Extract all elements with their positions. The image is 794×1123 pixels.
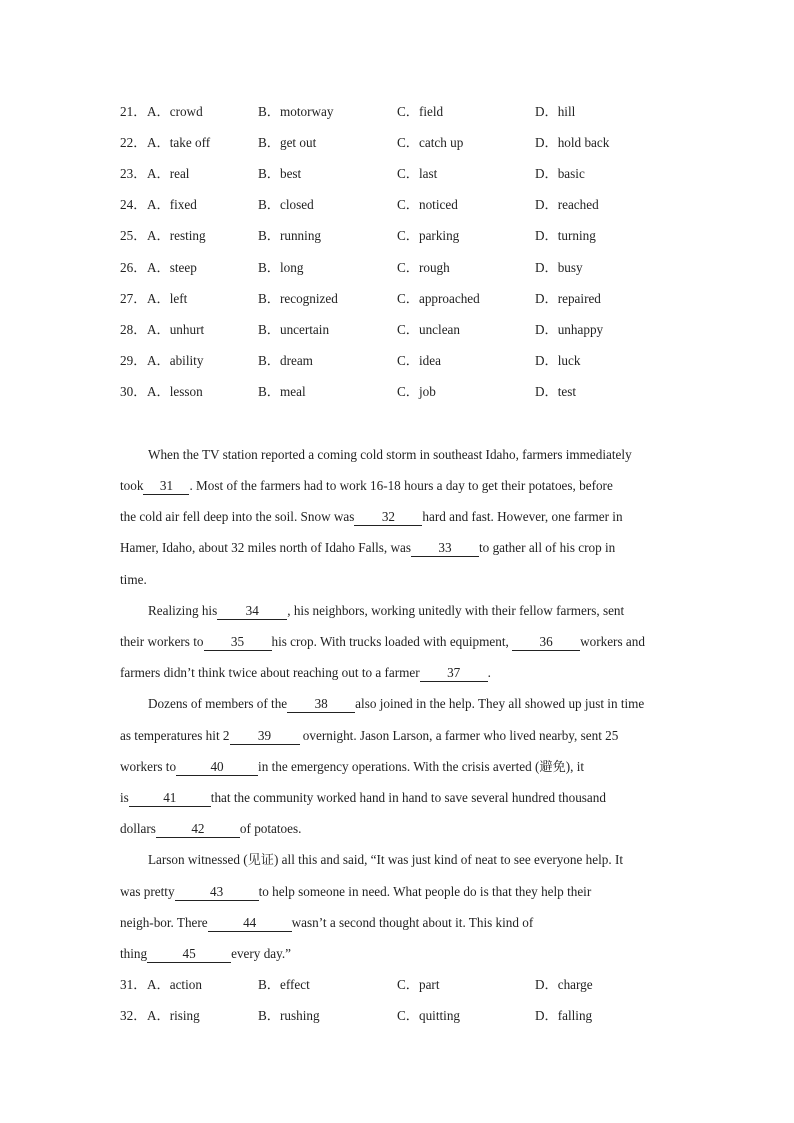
question-number: 32． [120,1008,147,1023]
passage-text: farmers didn’t think twice about reaching out to a farmer [120,665,420,680]
passage-line [120,507,623,527]
passage-line [120,663,491,683]
passage-line [120,882,591,902]
passage-text: overnight. Jason Larson, a farmer who lived nearby, sent 25 [299,728,619,743]
question-number: 26． [120,260,147,275]
option-c: C．part [397,977,440,992]
option-d: D．basic [535,166,585,181]
option-a: A．action [147,977,202,992]
option-c: C．idea [397,353,441,368]
option-c: C．rough [397,260,450,275]
blank-31: 31 [143,478,189,495]
option-d: D．reached [535,197,599,212]
blank-41: 41 [129,790,211,807]
question-number: 25． [120,228,147,243]
passage-text: is [120,790,129,805]
passage-line [120,757,584,777]
question-number: 29． [120,353,147,368]
option-c: C．noticed [397,197,458,212]
option-b: B．uncertain [258,322,330,337]
option-c: C．parking [397,228,460,243]
option-a: A．resting [147,228,206,243]
passage-text: Realizing his [148,603,218,618]
question-row [120,195,720,215]
passage-text: as temperatures hit 2 [120,728,230,743]
passage-text: time. [120,572,147,587]
option-c: C．quitting [397,1008,461,1023]
option-d: D．unhappy [535,322,604,337]
option-c: C．unclean [397,322,460,337]
option-d: D．test [535,384,577,399]
passage-text: Dozens of members of the [148,696,288,711]
option-a: A．fixed [147,197,197,212]
option-d: D．falling [535,1008,593,1023]
passage-line [120,913,533,933]
option-a: A．crowd [147,104,203,119]
passage-text: wasn’t a second thought about it. This kind of [291,915,534,930]
blank-36: 36 [512,634,580,651]
passage-line [120,538,615,558]
question-row [120,382,720,402]
passage-line [120,632,645,652]
blank-37: 37 [420,665,488,682]
passage-line [120,944,291,964]
question-row [120,133,720,153]
question-row [120,289,720,309]
option-b: B．rushing [258,1008,320,1023]
option-b: B．running [258,228,322,243]
passage-line [120,726,618,746]
option-c: C．job [397,384,436,399]
option-d: D．charge [535,977,593,992]
option-a: A．take off [147,135,211,150]
passage-text: neigh-bor. There [120,915,208,930]
passage-text: Hamer, Idaho, about 32 miles north of Idaho Falls, was [120,540,412,555]
option-a: A．ability [147,353,204,368]
blank-32: 32 [354,509,422,526]
blank-45: 45 [147,946,231,963]
option-b: B．long [258,260,304,275]
passage-line [148,445,632,465]
option-d: D．hold back [535,135,610,150]
question-row [120,164,720,184]
question-row [120,1006,720,1026]
passage-text: to help someone in need. What people do is that they help their [258,884,592,899]
passage-text: hard and fast. However, one farmer in [422,509,623,524]
passage-text: thing [120,946,148,961]
option-b: B．meal [258,384,306,399]
question-number: 28． [120,322,147,337]
option-b: B．best [258,166,302,181]
option-d: D．hill [535,104,576,119]
passage-text: was pretty [120,884,175,899]
passage-text: his crop. With trucks loaded with equipment, [271,634,509,649]
passage-text: . Most of the farmers had to work 16-18 hours a day to get their potatoes, before [189,478,613,493]
question-row [120,102,720,122]
option-a: A．real [147,166,190,181]
option-b: B．closed [258,197,314,212]
option-a: A．rising [147,1008,200,1023]
question-number: 24． [120,197,147,212]
question-number: 30． [120,384,147,399]
question-number: 23． [120,166,147,181]
option-c: C．last [397,166,438,181]
passage-text: the cold air fell deep into the soil. Snow was [120,509,355,524]
passage-text: took [120,478,144,493]
question-number: 27． [120,291,147,306]
question-number: 22． [120,135,147,150]
option-b: B．motorway [258,104,334,119]
option-a: A．lesson [147,384,203,399]
passage-line [148,601,624,621]
passage-text: . [487,665,491,680]
passage-text: of potatoes. [239,821,302,836]
option-d: D．busy [535,260,583,275]
passage-line [120,476,613,496]
option-c: C．field [397,104,444,119]
passage-text: that the community worked hand in hand to save several hundred thousand [210,790,606,805]
blank-34: 34 [217,603,287,620]
passage-text: dollars [120,821,156,836]
passage-line [148,850,623,870]
passage-text: every day.” [231,946,292,961]
passage-text: their workers to [120,634,204,649]
passage-text: in the emergency operations. With the crisis averted (避免), it [258,759,585,774]
question-number: 31． [120,977,147,992]
option-b: B．dream [258,353,313,368]
option-a: A．unhurt [147,322,205,337]
blank-38: 38 [287,696,355,713]
option-b: B．recognized [258,291,338,306]
option-d: D．repaired [535,291,601,306]
passage-line [120,819,301,839]
passage-text: Larson witnessed (见证) all this and said, “It was just kind of neat to see everyone help. It [148,852,623,867]
passage-text: workers to [120,759,177,774]
option-d: D．turning [535,228,596,243]
option-b: B．get out [258,135,317,150]
option-a: A．left [147,291,188,306]
option-d: D．luck [535,353,581,368]
option-c: C．catch up [397,135,464,150]
option-b: B．effect [258,977,310,992]
passage-line [148,694,644,714]
passage-line [120,570,147,590]
question-row [120,258,720,278]
question-row [120,351,720,371]
passage-text: workers and [580,634,645,649]
blank-39: 39 [230,728,300,745]
passage-text: , his neighbors, working unitedly with their fellow farmers, sent [287,603,625,618]
passage-line [120,788,606,808]
passage-text: also joined in the help. They all showed up just in time [355,696,645,711]
blank-43: 43 [175,884,259,901]
question-row [120,320,720,340]
passage-text: to gather all of his crop in [479,540,616,555]
option-a: A．steep [147,260,197,275]
blank-33: 33 [411,540,479,557]
passage-text: When the TV station reported a coming cold storm in southeast Idaho, farmers immediately [148,447,632,462]
blank-44: 44 [208,915,292,932]
question-number: 21． [120,104,147,119]
option-c: C．approached [397,291,480,306]
blank-40: 40 [176,759,258,776]
question-row [120,226,720,246]
blank-35: 35 [204,634,272,651]
blank-42: 42 [156,821,240,838]
question-row [120,975,720,995]
